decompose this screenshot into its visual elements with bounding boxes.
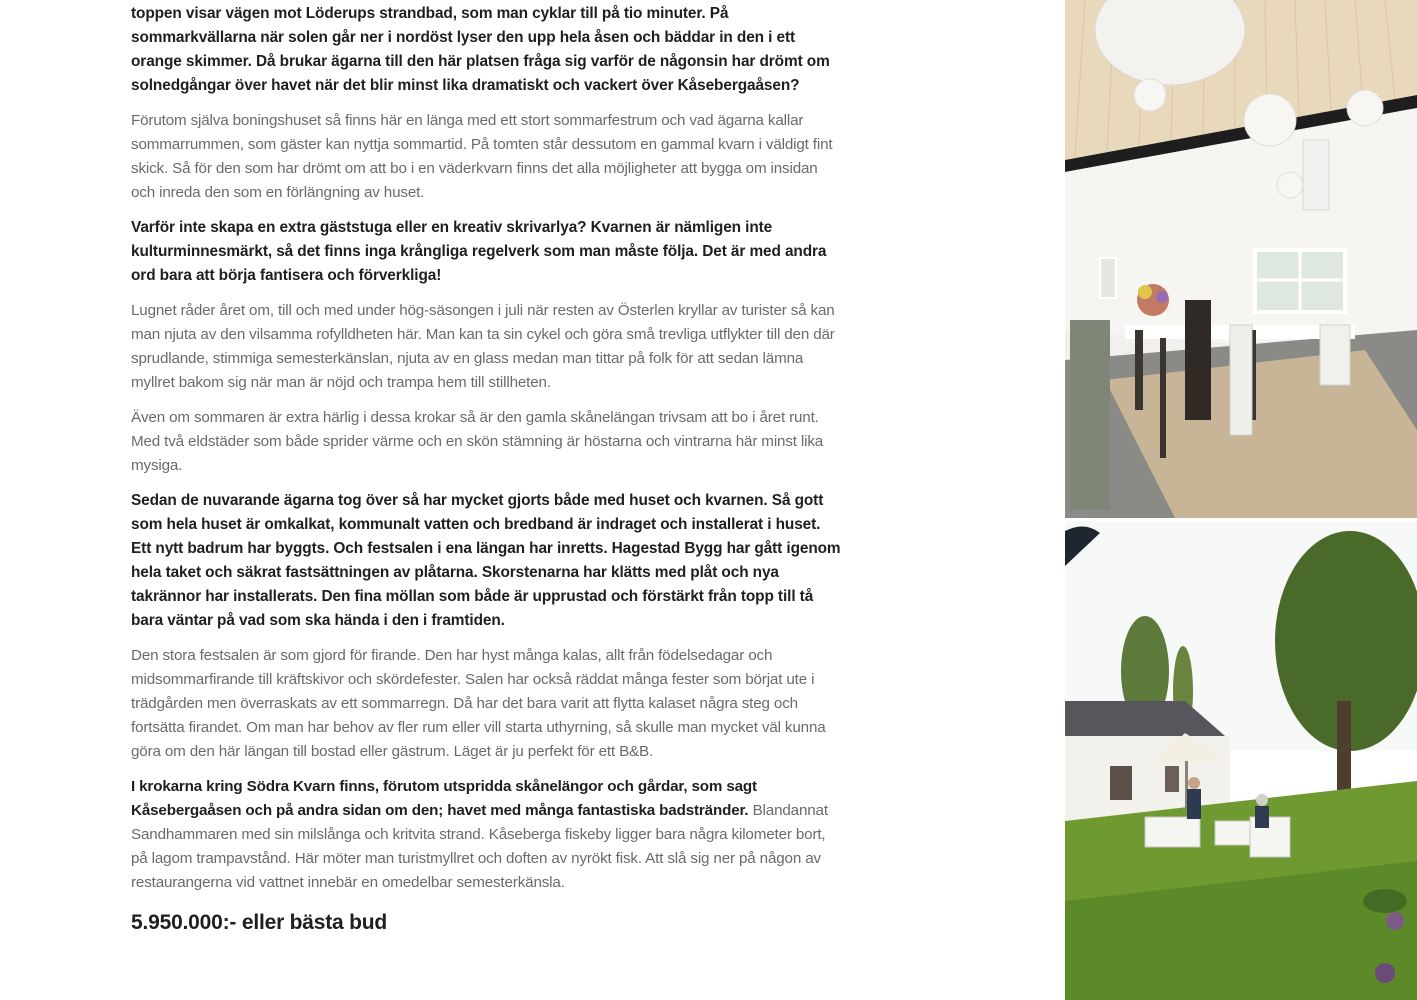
garden-house-photo[interactable] — [1065, 521, 1417, 1000]
surroundings-rest: Blandannat Sandhammaren med sin milslånga och kritvita strand. Kåseberga fiskeby ligger bara några kilometer bort, på lagom trampavstånd. Här möter man turistmyllret och doften av nyrökt fisk. Att slå sig ner på någon av restaurangerna vid vattnet innebär en omedelbar semesterkänsla. — [131, 802, 828, 891]
paragraph-festsal: Den stora festsalen är som gjord för firande. Den har hyst många kalas, allt från födelsedagar och midsommarfirande till kräftskivor och skördefester. Salen har också räddat många fester som börjat ute i trädgården men överraskats av ett sommarregn. Då har det bara varit att flytta kalaset några steg och fortsätta firandet. Om man har behov av fler rum eller vill starta uthyrning, så skulle man mycket väl kunna göra om den här längan till bostad eller gästrum. Läget är ju perfekt för ett B&B. — [131, 647, 826, 760]
surroundings-bold-run: I krokarna kring Södra Kvarn finns, förutom utspridda skånelängor och gårdar, som sagt Kåsebergaåsen och på andra sidan om den; havet med många fantastiska badstränder. — [131, 778, 757, 819]
paragraph-intro-bold: toppen visar vägen mot Löderups strandbad, som man cyklar till på tio minuter. På sommarkvällarna när solen går ner i nordöst lyser den upp hela åsen och bäddar in den i ett orange skimmer. Då brukar ägarna till den här platsen fråga sig varför de någonsin har drömt om solnedgångar över havet när det blir minst lika dramatiskt och vackert över Kåsebergaåsen? — [131, 5, 830, 94]
paragraph-outbuildings: Förutom själva boningshuset så finns här en länga med ett stort sommarfestrum och vad ägarna kallar sommarrummen, som gäster kan nyttja sommartid. På tomten står dessutom en gammal kvarn i väldigt fint skick. Så för den som har drömt om att bo i en väderkvarn finns det alla möjligheter att bygga om insidan och inreda den som en förlängning av huset. — [131, 112, 833, 201]
paragraph-calm: Lugnet råder året om, till och med under hög-säsongen i juli när resten av Österlen kryllar av turister så kan man njuta av den vilsamma rofylldheten här. Man kan ta sin cykel och göra små trevliga utflykter till den där sprudlande, stimmiga semesterkänslan, njuta av en glass medan man tittar på folk för att sedan lämna myllret bakom sig när man är nöjd och trampa hem till stillheten. — [131, 302, 835, 391]
photo-column — [1065, 0, 1417, 1000]
article-body — [131, 0, 841, 935]
price-heading: 5.950.000:- eller bästa bud — [131, 911, 388, 934]
interior-dining-room-photo[interactable] — [1065, 0, 1417, 518]
paragraph-mill-bold: Varför inte skapa en extra gäststuga eller en kreativ skrivarlya? Kvarnen är nämligen inte kulturminnesmärkt, så det finns inga krångliga regelverk som man måste följa. Det är med andra ord bara att börja fantisera och förverkliga! — [131, 219, 827, 284]
paragraph-surroundings — [131, 775, 841, 895]
paragraph-renovations-bold: Sedan de nuvarande ägarna tog över så har mycket gjorts både med huset och kvarnen. Så gott som hela huset är omkalkat, kommunalt vatten och bredband är indraget och installerat i huset. Ett nytt badrum har byggts. Och festsalen i ena längan har inretts. Hagestad Bygg har gått igenom hela taket och säkrat fastsättningen av plåtarna. Skorstenarna har klätts med plåt och nya takrännor har installerats. Den fina möllan som både är upprustad och förstärkt från topp till tå bara väntar på vad som ska hända i den i framtiden. — [131, 492, 841, 629]
paragraph-seasons: Även om sommaren är extra härlig i dessa krokar så är den gamla skånelängan trivsam att bo i året runt. Med två eldstäder som både sprider värme och en skön stämning är höstarna och vintrarna här minst lika mysiga. — [131, 409, 824, 474]
